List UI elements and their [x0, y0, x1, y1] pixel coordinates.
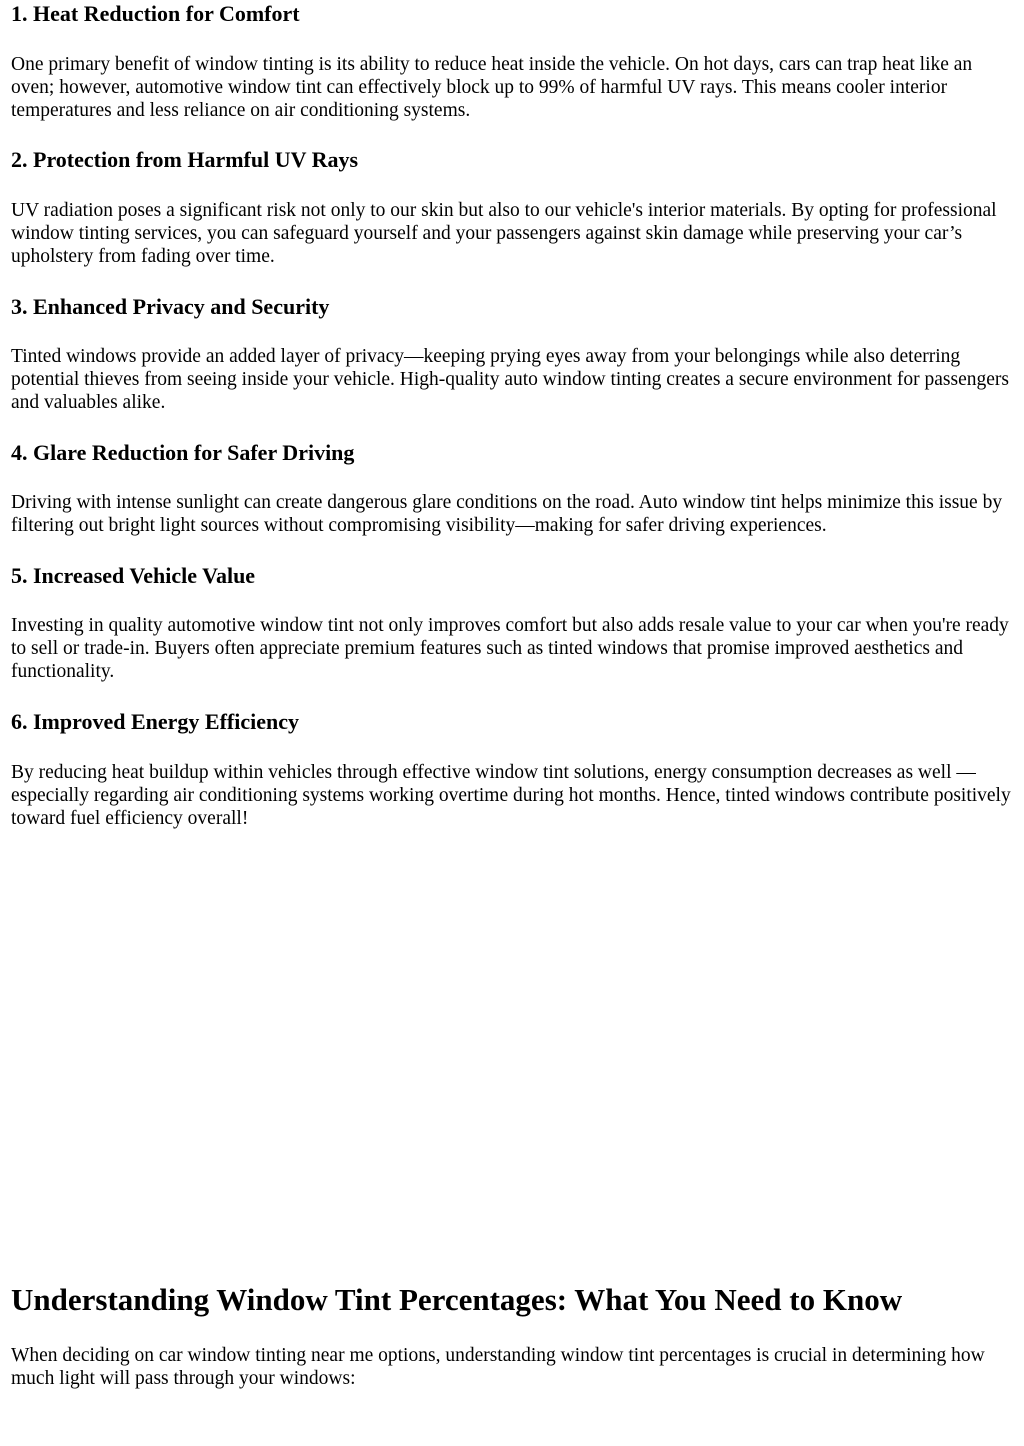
tint-percentages-intro: When deciding on car window tinting near me options, understanding window tint percentages is crucial in determining how much light will pass through your windows: [11, 1345, 985, 1390]
section-5-body: Investing in quality automotive window tint not only improves comfort but also adds resale value to your car when you're ready to sell or trade-in. Buyers often appreciate premium features such as tinted windows that promise improved aesthetics and functionality. [11, 615, 1009, 683]
section-1-body: One primary benefit of window tinting is its ability to reduce heat inside the vehicle. On hot days, cars can trap heat like an oven; however, automotive window tint can effectively block up to 99% of harmful UV rays. This means cooler interior temperatures and less reliance on air conditioning systems. [11, 54, 973, 122]
section-1-heading: 1. Heat Reduction for Comfort [11, 1, 300, 26]
section-5-heading: 5. Increased Vehicle Value [11, 563, 256, 588]
section-6-body: By reducing heat buildup within vehicles through effective window tint solutions, energy consumption decreases as well —especially regarding air conditioning systems working overtime during hot months. Hence, tinted windows contribute positively toward fuel efficiency overall! [11, 762, 1011, 830]
section-2-heading: 2. Protection from Harmful UV Rays [11, 147, 359, 172]
section-3-heading: 3. Enhanced Privacy and Security [11, 294, 330, 319]
section-3-body: Tinted windows provide an added layer of privacy—keeping prying eyes away from your belongings while also deterring potential thieves from seeing inside your vehicle. High-quality auto window tinting creates a secure environment for passengers and valuables alike. [11, 346, 1010, 414]
tint-percentages-title: Understanding Window Tint Percentages: What You Need to Know [11, 1282, 903, 1317]
section-4-heading: 4. Glare Reduction for Safer Driving [11, 440, 355, 465]
section-2-body: UV radiation poses a significant risk not only to our skin but also to our vehicle's interior materials. By opting for professional window tinting services, you can safeguard yourself and your passengers against skin damage while preserving your car’s upholstery from fading over time. [11, 200, 997, 268]
section-4-body: Driving with intense sunlight can create dangerous glare conditions on the road. Auto window tint helps minimize this issue by filtering out bright light sources without compromising visibility—making for safer driving experiences. [11, 492, 1003, 537]
section-6-heading: 6. Improved Energy Efficiency [11, 709, 300, 734]
